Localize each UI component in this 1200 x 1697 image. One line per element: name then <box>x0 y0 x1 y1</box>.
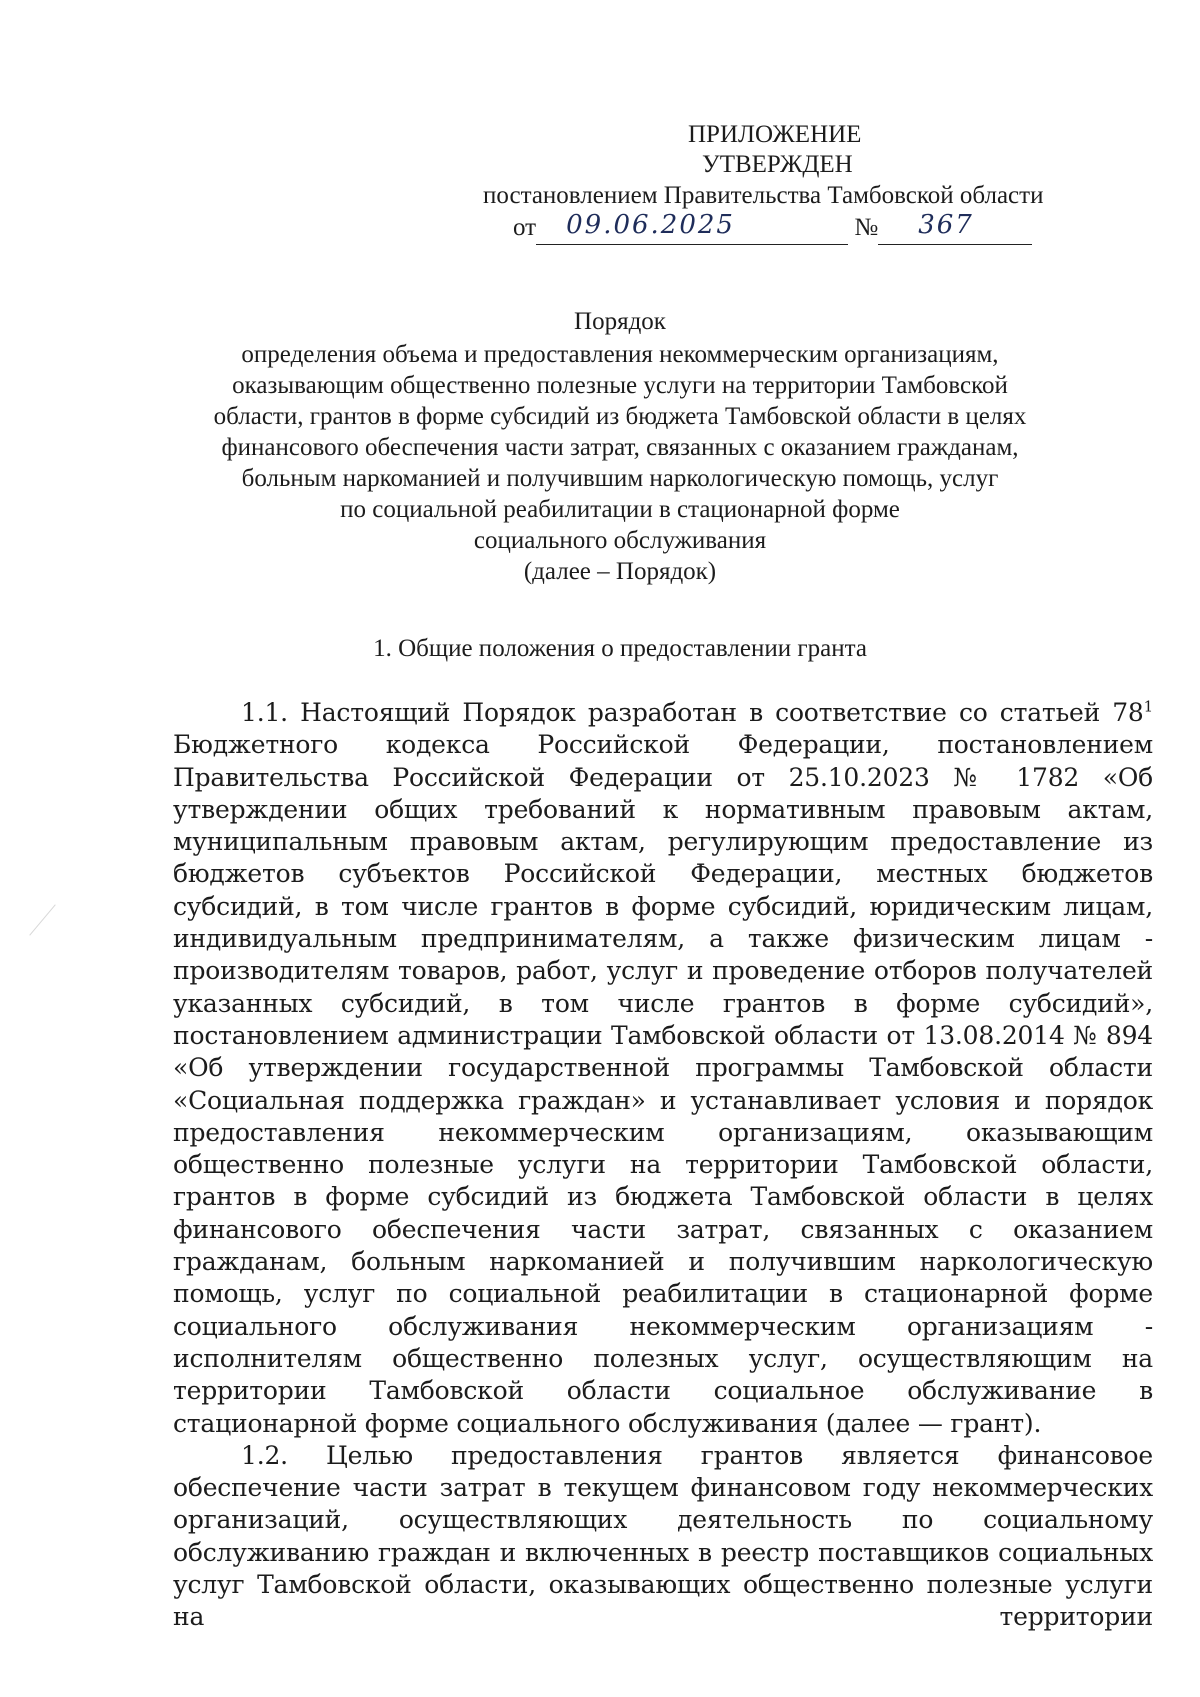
date-prefix: от <box>513 214 537 241</box>
section-heading: 1. Общие положения о предоставлении гранта <box>373 635 867 662</box>
handwritten-number: 367 <box>918 210 974 240</box>
title-line: социального обслуживания <box>473 527 767 554</box>
document-body <box>173 697 1153 1634</box>
date-field <box>536 210 848 245</box>
superscript: 1 <box>1143 697 1153 716</box>
handwritten-date: 09.06.2025 <box>566 210 735 240</box>
paragraph-1-2: 1.2. Целью предоставления грантов является финансовое обеспечение части затрат в текущем финансовом году некоммерческих организаций, осуществляющих деятельность по социальному обслуживанию граждан и включенных в реестр поставщиков социальных услуг Тамбовской области, оказывающих общественно полезные услуги на территории <box>173 1440 1153 1632</box>
appendix-label: ПРИЛОЖЕНИЕ <box>688 121 862 148</box>
title-line: оказывающим общественно полезные услуги на территории Тамбовской <box>232 372 1008 399</box>
scan-artifact <box>29 904 55 935</box>
title-line: больным наркоманией и получившим наркологическую помощь, услуг <box>241 465 999 492</box>
title-line: по социальной реабилитации в стационарной форме <box>340 496 900 523</box>
document-title-block <box>170 306 1070 587</box>
paragraph-1-1-rest: Бюджетного кодекса Российской Федерации, постановлением Правительства Российской Федерации от 25.10.2023 № 1782 «Об утверждении общих требований к нормативным правовым актам, муниципальным правовым актам, регулирующим предоставление из бюджетов субъектов Российской Федерации, местных бюджетов субсидий, в том числе грантов в форме субсидий, юридическим лицам, индивидуальным предпринимателям, а также физическим лицам - производителям товаров, работ, услуг и проведение отборов получателей указанных субсидий, в том числе грантов в форме субсидий», постановлением администрации Тамбовской области от 13.08.2014 № 894 «Об утверждении государственной программы Тамбовской области «Социальная поддержка граждан» и устанавливает условия и порядок предоставления некоммерческим организациям, оказывающим общественно полезные услуги на территории Тамбовской области, грантов в форме субсидий из бюджета Тамбовской области в целях финансового обеспечения части затрат, связанных с оказанием гражданам, больным наркоманией и получившим наркологическую помощь, услуг по социальной реабилитации в стационарной форме социального обслуживания некоммерческим организациям - исполнителям общественно полезных услуг, осуществляющим на территории Тамбовской области социальное обслуживание в стационарной форме социального обслуживания (далее — грант). <box>173 730 1153 1438</box>
title-line: финансового обеспечения части затрат, связанных с оказанием гражданам, <box>221 434 1019 461</box>
number-field <box>878 210 1032 245</box>
title-line: определения объема и предоставления некоммерческим организациям, <box>241 341 999 368</box>
title-line: (далее – Порядок) <box>523 558 717 585</box>
paragraph-1-1-start: 1.1. Настоящий Порядок разработан в соответствие со статьей 78 <box>241 698 1144 727</box>
title-line: области, грантов в форме субсидий из бюджета Тамбовской области в целях <box>213 403 1027 430</box>
paragraph-1-1 <box>173 697 1153 1440</box>
approved-by-text: постановлением Правительства Тамбовской области <box>483 182 1044 209</box>
date-number-row <box>513 211 1032 245</box>
approved-label: УТВЕРЖДЕН <box>702 151 853 178</box>
number-prefix: № <box>854 214 879 241</box>
document-title: Порядок <box>574 308 666 335</box>
